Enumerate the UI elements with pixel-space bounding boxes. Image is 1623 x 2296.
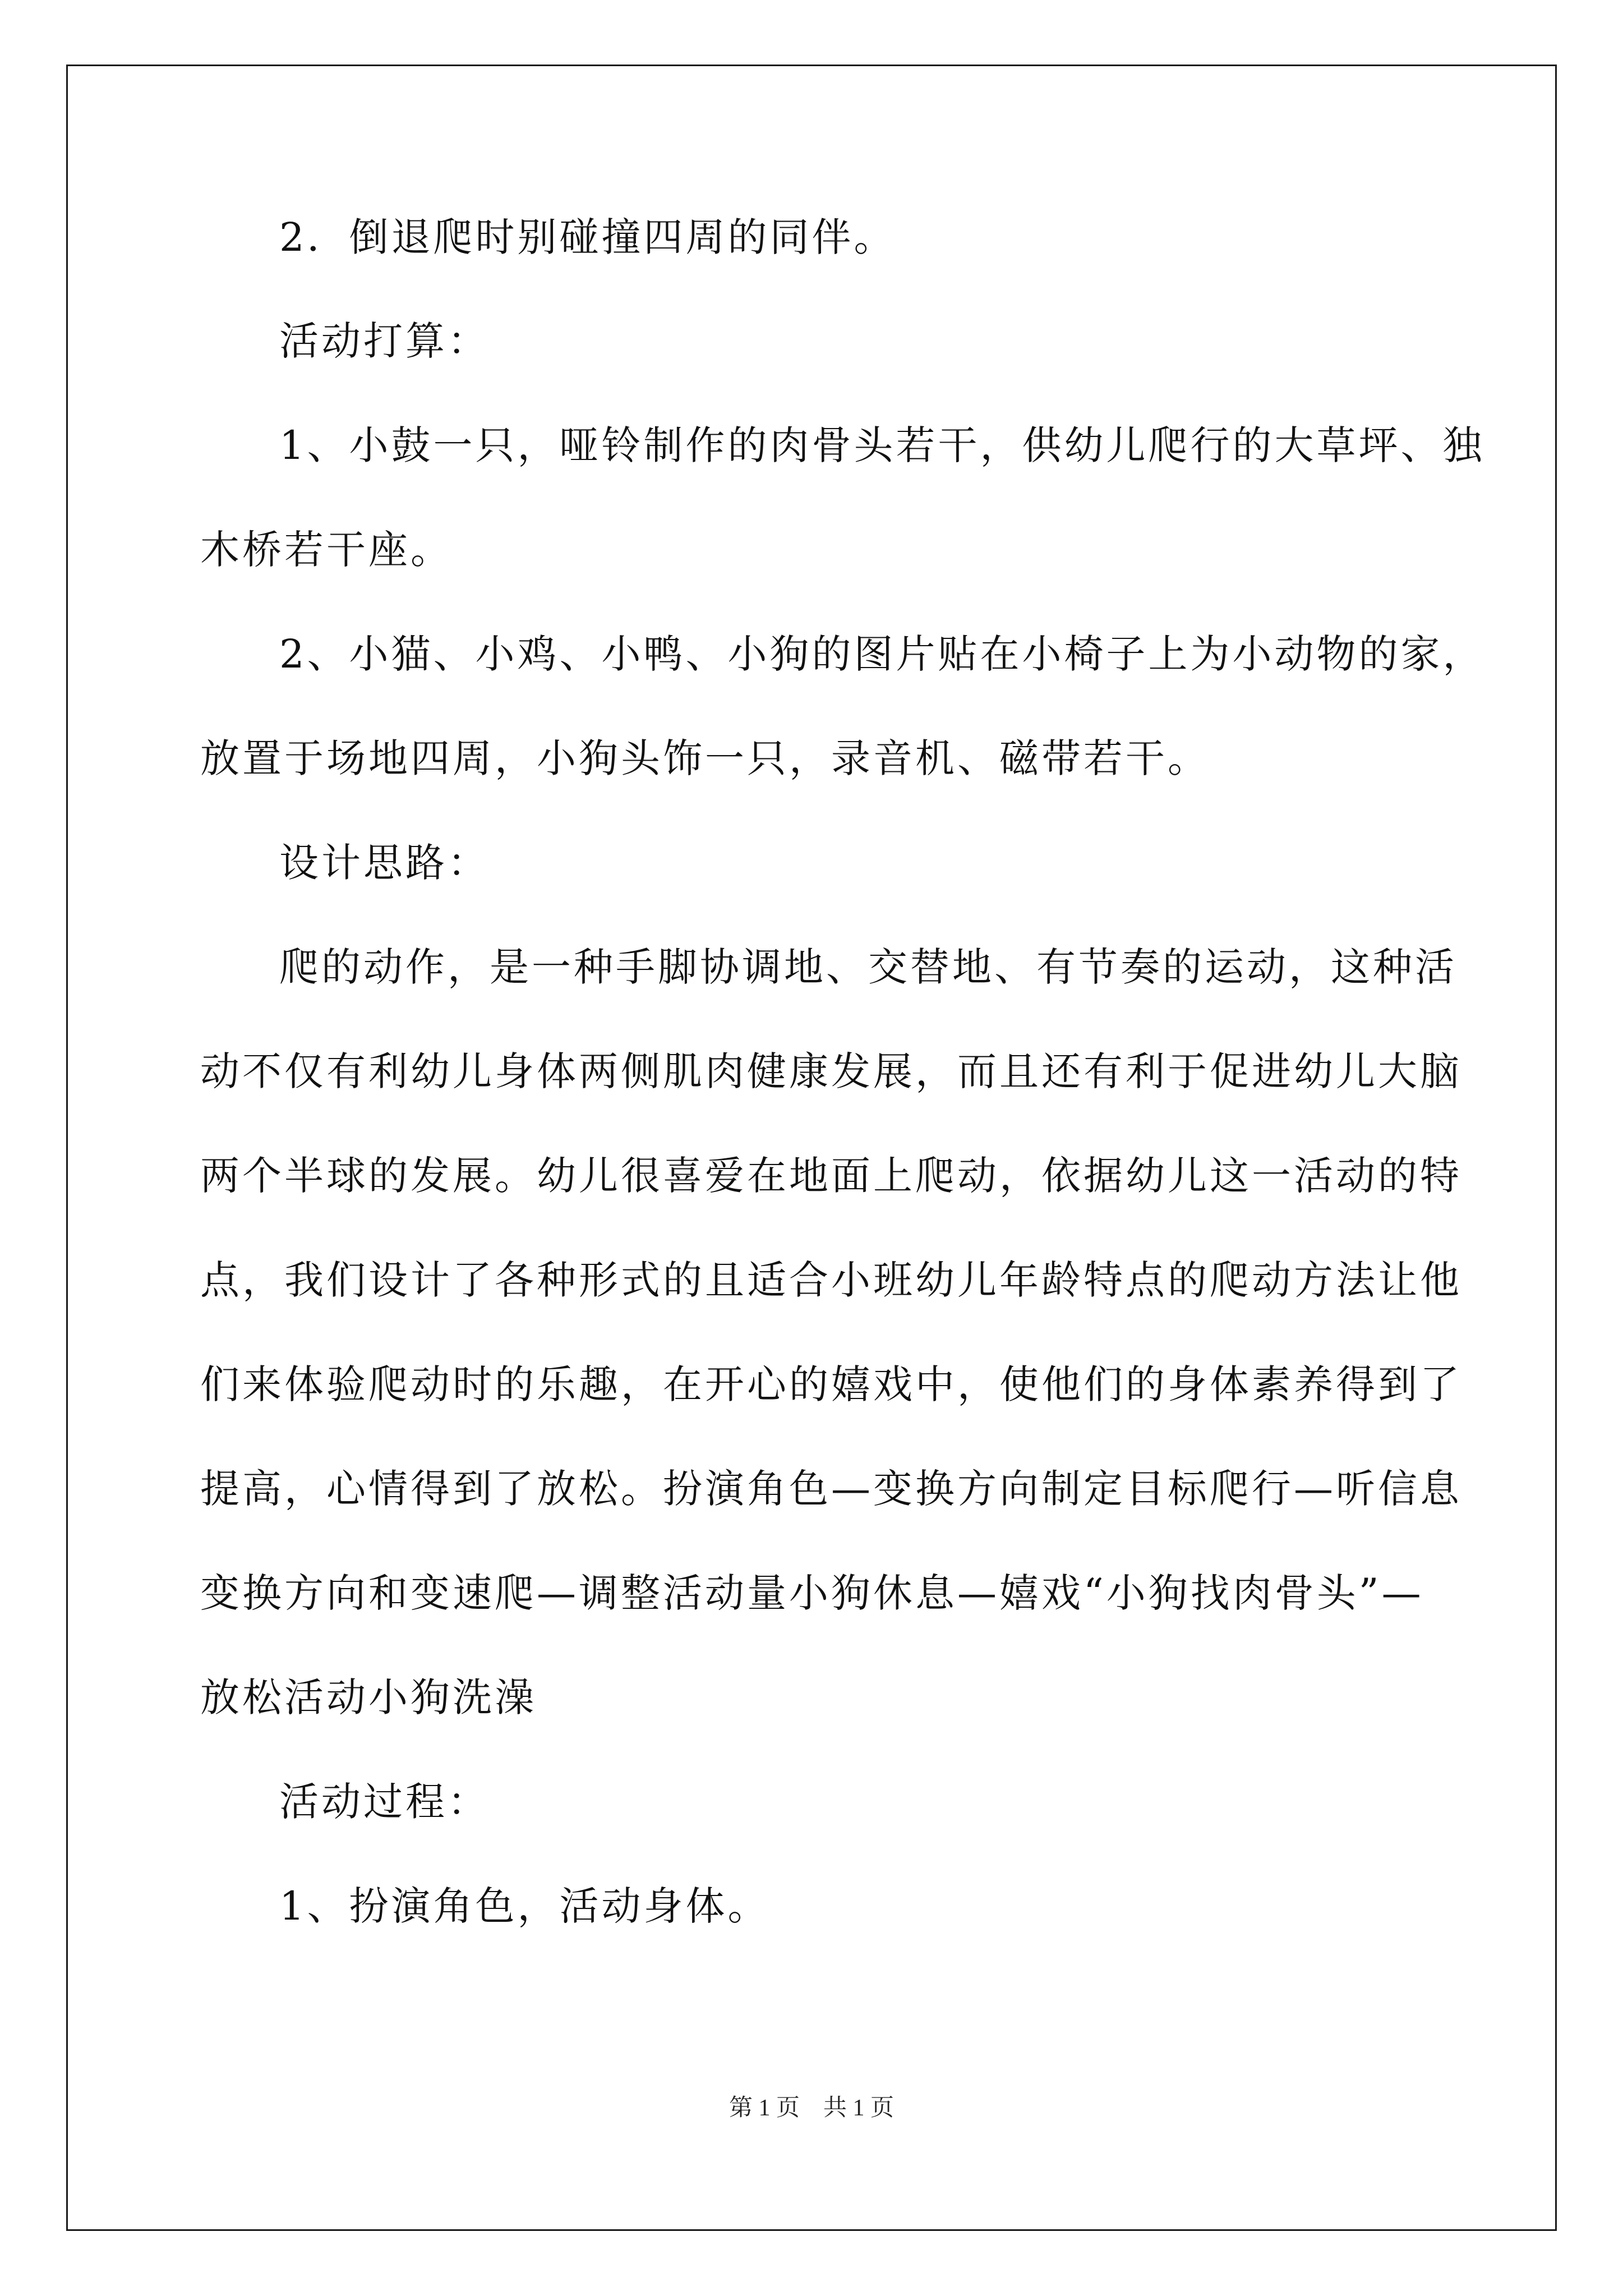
text-line-17: 1、扮演角色，活动身体。 <box>279 1883 770 1929</box>
page-total: 共 1 页 <box>823 2095 895 2121</box>
text-line-7: 设计思路： <box>279 840 490 886</box>
text-line-4: 木桥若干座。 <box>200 527 453 573</box>
text-line-12: 们来体验爬动时的乐趣，在开心的嬉戏中，使他们的身体素养得到了 <box>200 1361 1462 1407</box>
text-line-14: 变换方向和变速爬—调整活动量小狗休息—嬉戏“小狗找肉骨头”— <box>200 1570 1424 1616</box>
text-line-2: 活动打算： <box>279 318 490 364</box>
page-number: 第 1 页 <box>728 2095 800 2121</box>
text-line-5: 2、小猫、小鸡、小鸭、小狗的图片贴在小椅子上为小动物的家， <box>279 631 1485 677</box>
text-line-11: 点，我们设计了各种形式的且适合小班幼儿年龄特点的爬动方法让他 <box>200 1257 1462 1303</box>
text-line-15: 放松活动小狗洗澡 <box>200 1674 537 1720</box>
text-line-6: 放置于场地四周，小狗头饰一只，录音机、磁带若干。 <box>200 735 1210 781</box>
text-line-10: 两个半球的发展。幼儿很喜爱在地面上爬动，依据幼儿这一活动的特 <box>200 1153 1462 1199</box>
text-line-3: 1、小鼓一只，哑铃制作的肉骨头若干，供幼儿爬行的大草坪、独 <box>279 422 1485 468</box>
text-line-9: 动不仅有利幼儿身体两侧肌肉健康发展，而且还有利于促进幼儿大脑 <box>200 1048 1462 1094</box>
page-footer <box>0 2092 1623 2124</box>
text-line-16: 活动过程： <box>279 1779 490 1825</box>
text-line-1: 2．倒退爬时别碰撞四周的同伴。 <box>279 214 896 260</box>
text-line-8: 爬的动作，是一种手脚协调地、交替地、有节奏的运动，这种活 <box>279 944 1457 990</box>
text-line-13: 提高，心情得到了放松。扮演角色—变换方向制定目标爬行—听信息 <box>200 1466 1462 1512</box>
